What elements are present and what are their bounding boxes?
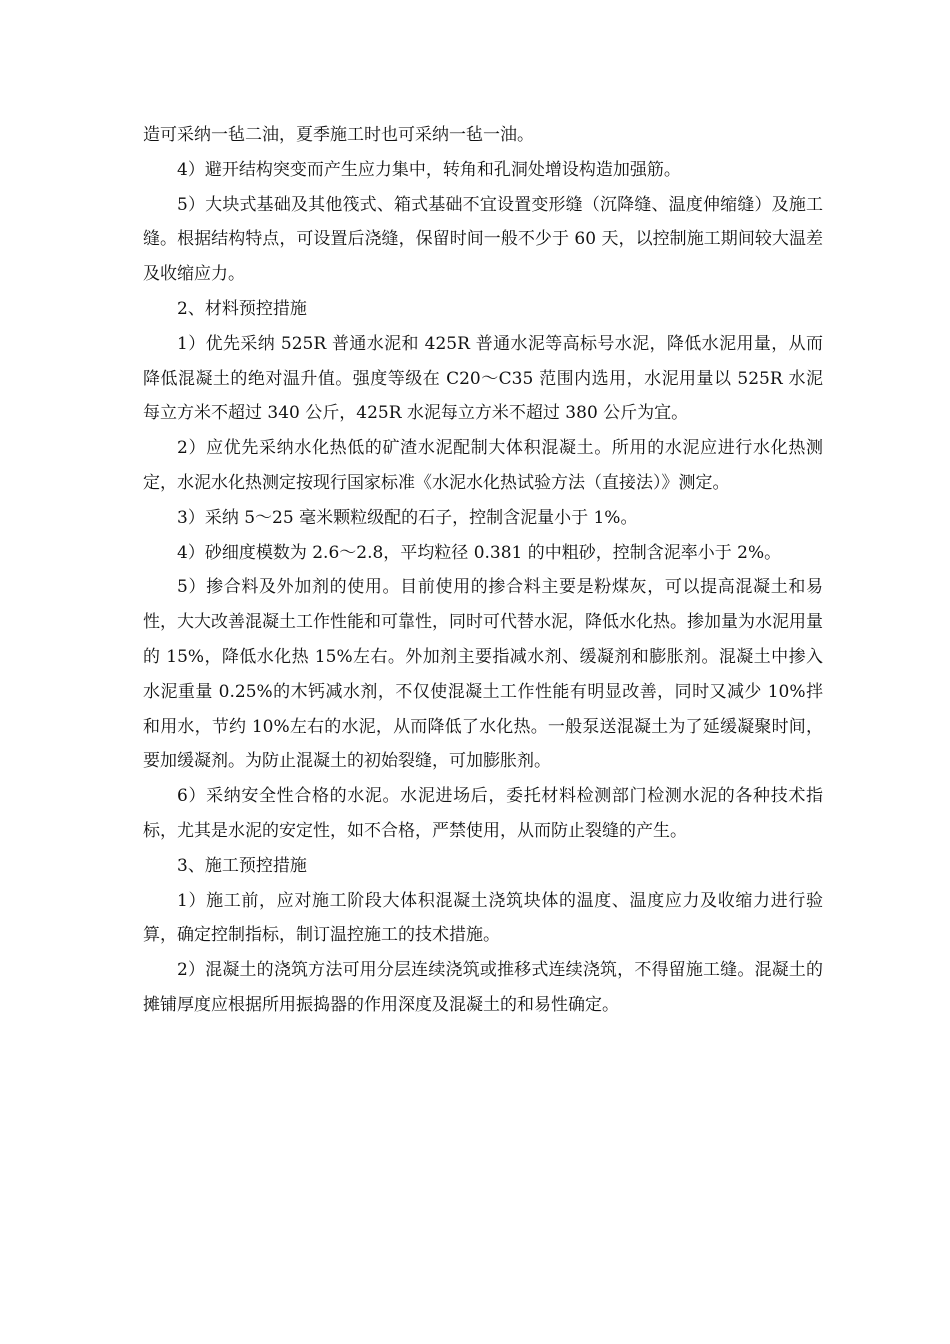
paragraph-item-4: 4）避开结构突变而产生应力集中，转角和孔洞处增设构造加强筋。 — [177, 159, 681, 180]
paragraph-material-5: 5）掺合料及外加剂的使用。目前使用的掺合料主要是粉煤灰，可以提高混凝土和易性，大大改善混凝土工作性能和可靠性，同时可代替水泥，降低水化热。掺加量为水泥用量的 15%，降低水化热 15%左右。外加剂主要指减水剂、缓凝剂和膨胀剂。混凝土中掺入水泥重量 0.25%的木钙减水剂，不仅使混凝土工作性能有明显改善，同时又减少 10%拌和用水，节约 10%左右的水泥，从而降低了水化热。一般泵送混凝土为了延缓凝聚时间，要加缓凝剂。为防止混凝土的初始裂缝，可加膨胀剂。 — [143, 577, 823, 772]
paragraph-material-6: 6）采纳安全性合格的水泥。水泥进场后，委托材料检测部门检测水泥的各种技术指标，尤其是水泥的安定性，如不合格，严禁使用，从而防止裂缝的产生。 — [143, 786, 823, 841]
paragraph-material-3: 3）采纳 5～25 毫米颗粒级配的石子，控制含泥量小于 1%。 — [177, 507, 638, 528]
paragraph-construction-1: 1）施工前，应对施工阶段大体积混凝土浇筑块体的温度、温度应力及收缩力进行验算，确定控制指标，制订温控施工的技术措施。 — [143, 890, 823, 946]
paragraph-construction-2: 2）混凝土的浇筑方法可用分层连续浇筑或推移式连续浇筑，不得留施工缝。混凝土的摊铺厚度应根据所用振捣器的作用深度及混凝土的和易性确定。 — [143, 960, 823, 1015]
section-heading-material-control: 2、材料预控措施 — [177, 298, 307, 319]
paragraph-material-4: 4）砂细度模数为 2.6～2.8，平均粒径 0.381 的中粗砂，控制含泥率小于 2%。 — [177, 542, 782, 563]
document-body — [143, 118, 823, 1023]
section-heading-construction-control: 3、施工预控措施 — [177, 855, 307, 876]
paragraph-material-2: 2）应优先采纳水化热低的矿渣水泥配制大体积混凝土。所用的水泥应进行水化热测定，水泥水化热测定按现行国家标准《水泥水化热试验方法（直接法）》测定。 — [143, 438, 823, 493]
paragraph-continuation: 造可采纳一毡二油，夏季施工时也可采纳一毡一油。 — [143, 125, 534, 145]
paragraph-material-1: 1）优先采纳 525R 普通水泥和 425R 普通水泥等高标号水泥，降低水泥用量，从而降低混凝土的绝对温升值。强度等级在 C20～C35 范围内选用，水泥用量以 525R 水泥每立方米不超过 340 公斤，425R 水泥每立方米不超过 380 公斤为宜。 — [143, 333, 823, 424]
paragraph-item-5: 5）大块式基础及其他筏式、箱式基础不宜设置变形缝（沉降缝、温度伸缩缝）及施工缝。根据结构特点，可设置后浇缝，保留时间一般不少于 60 天，以控制施工期间较大温差及收缩应力。 — [143, 194, 823, 285]
